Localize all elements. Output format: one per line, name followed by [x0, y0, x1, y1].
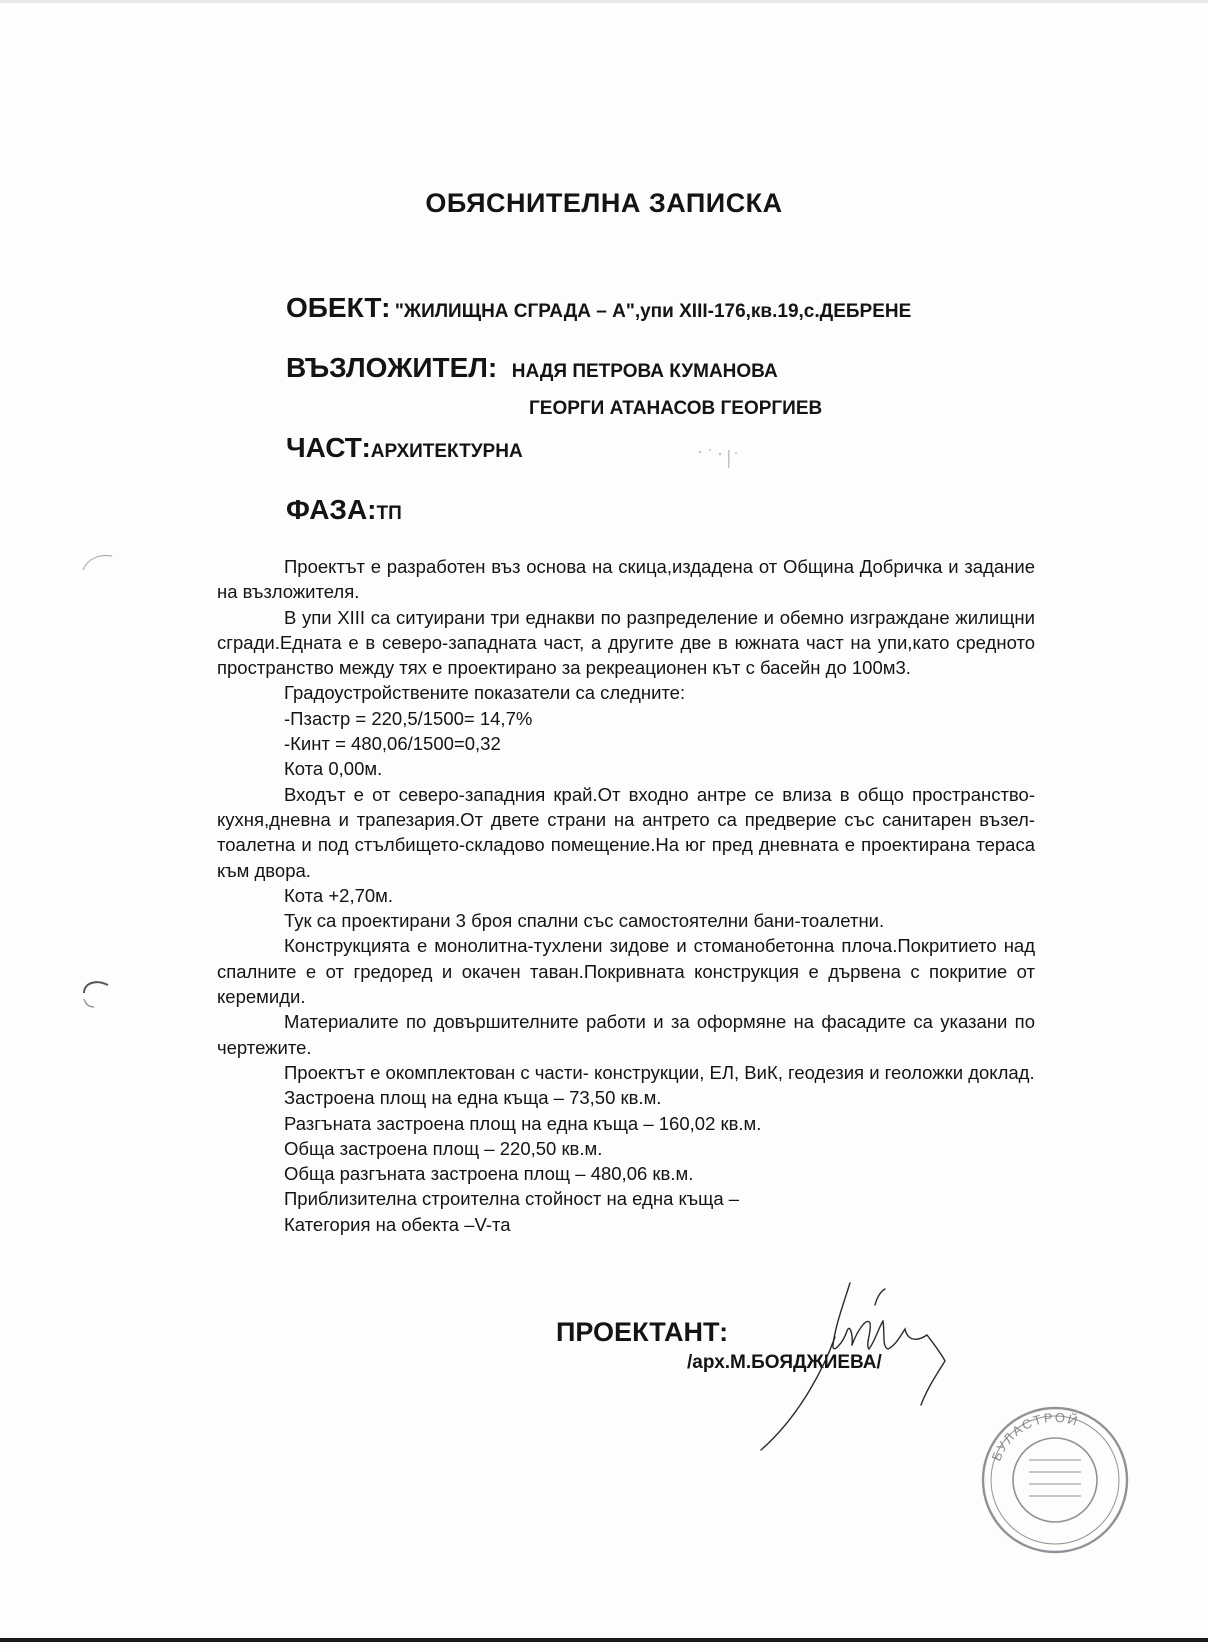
phase-value: ТП [376, 503, 402, 524]
paragraph: Кота +2,70м. [284, 884, 394, 906]
paragraph: Конструкцията е монолитна-тухлени зидове и стоманобетонна плоча.Покритието над спалните е от гредоред и окачен таван.Покривната конструкция е дървена с покритие от керемиди. [217, 935, 1035, 1008]
phase-field [286, 494, 402, 526]
designer-name: /арх.М.БОЯДЖИЕВА/ [687, 1352, 882, 1373]
part-value: АРХИТЕКТУРНА [370, 441, 523, 462]
assignor-label: ВЪЗЛОЖИТЕЛ: [286, 352, 498, 383]
paragraph: Разгъната застроена площ на една къща – 160,02 кв.м. [284, 1112, 762, 1134]
object-label: ОБЕКТ: [286, 292, 391, 323]
scan-bottom-edge [0, 1638, 1208, 1642]
assignor-field [286, 352, 778, 384]
scan-top-edge [0, 0, 1208, 3]
paragraph: -Кинт = 480,06/1500=0,32 [284, 733, 501, 755]
phase-label: ФАЗА: [286, 494, 377, 525]
paragraph: Приблизителна строителна стойност на една къща – [284, 1188, 740, 1210]
paragraph: Проектът е окомплектован с части- конструкции, ЕЛ, ВиК, геодезия и геоложки доклад. [284, 1061, 1035, 1083]
paragraph: Входът е от северо-западния край.От входно антре се влиза в общо пространство-кухня,дневна и трапезария.От двете страни на антрето са предверие със санитарен възел-тоалетна и под стълбището-складово помещение.На юг пред дневната е проектирана тераса към двора. [217, 783, 1035, 881]
paragraph: Обща застроена площ – 220,50 кв.м. [284, 1137, 603, 1159]
object-field [286, 292, 911, 324]
margin-hole-icon [78, 975, 118, 1015]
part-field [286, 432, 523, 464]
paragraph: Градоустройствените показатели са следните: [284, 682, 686, 704]
paragraph: Кота 0,00м. [284, 758, 383, 780]
paragraph: -Пзастр = 220,5/1500= 14,7% [284, 707, 533, 729]
paragraph: В упи XIII са ситуирани три еднакви по разпределение и обемно изграждане жилищни сгради.Едната е в северо-западната част, а другите две в южната част на упи,като средното пространство между тях е проектирано за рекреационен кът с басейн до 100м3. [217, 606, 1035, 679]
margin-arc-icon [78, 548, 118, 578]
paragraph: Проектът е разработен въз основа на скица,издадена от Община Добричка и задание на възложителя. [217, 556, 1035, 603]
document-body [217, 554, 1035, 1237]
paragraph: Застроена площ на една къща – 73,50 кв.м. [284, 1087, 662, 1109]
stamp-text: БУЛАСТРОЙ [988, 1409, 1081, 1464]
paragraph: Категория на обекта –V-та [284, 1213, 511, 1235]
paragraph: Материалите по довършителните работи и за оформяне на фасадите са указани по чертежите. [217, 1011, 1035, 1058]
assignor-name-2-row [529, 398, 822, 420]
paragraph: Тук са проектирани 3 броя спални със самостоятелни бани-тоалетни. [284, 910, 885, 932]
stamp-icon [975, 1400, 1135, 1560]
paragraph: Обща разгъната застроена площ – 480,06 кв.м. [284, 1163, 694, 1185]
svg-text:БУЛАСТРОЙ [989, 1410, 1081, 1463]
assignor-name-1: НАДЯ ПЕТРОВА КУМАНОВА [511, 361, 778, 382]
document-title: ОБЯСНИТЕЛНА ЗАПИСКА [425, 188, 783, 218]
object-value: "ЖИЛИЩНА СГРАДА – А",упи XIII-176,кв.19,с.ДЕБРЕНЕ [394, 301, 912, 322]
scan-smudge-icon [690, 444, 750, 474]
assignor-name-2: ГЕОРГИ АТАНАСОВ ГЕОРГИЕВ [529, 398, 823, 419]
part-label: ЧАСТ: [286, 432, 371, 463]
designer-label: ПРОЕКТАНТ: [556, 1317, 729, 1347]
signature-icon [755, 1265, 985, 1455]
